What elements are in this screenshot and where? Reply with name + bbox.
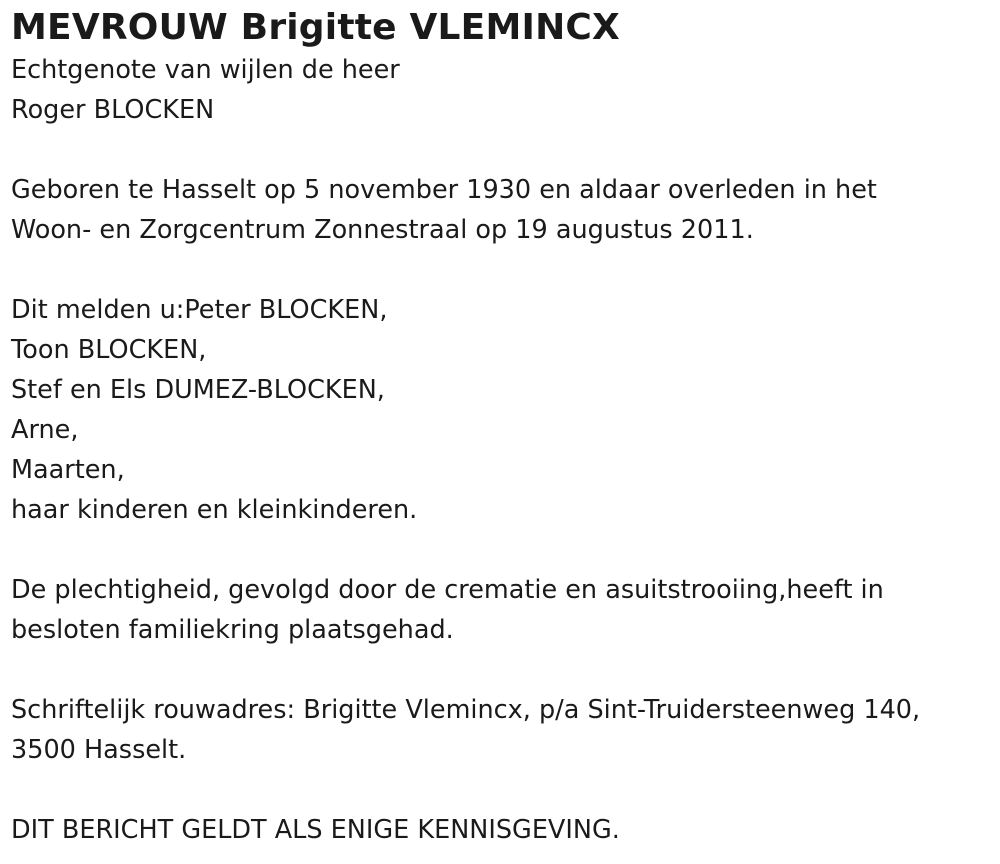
family-line: Dit melden u:Peter BLOCKEN, — [11, 295, 388, 325]
family-line: Maarten, — [11, 455, 125, 485]
family-section — [11, 290, 991, 530]
spouse-name: Roger BLOCKEN — [11, 95, 215, 125]
family-line: Arne, — [11, 415, 79, 445]
family-line: Stef en Els DUMEZ-BLOCKEN, — [11, 375, 385, 405]
spacer — [11, 650, 991, 690]
ceremony-section — [11, 570, 991, 650]
birth-death-line: Geboren te Hasselt op 5 november 1930 en aldaar overleden in het — [11, 175, 877, 205]
family-line: haar kinderen en kleinkinderen. — [11, 495, 418, 525]
birth-death-section — [11, 170, 991, 250]
notice-title: MEVROUW Brigitte VLEMINCX — [11, 7, 621, 48]
address-line: 3500 Hasselt. — [11, 735, 187, 765]
address-line: Schriftelijk rouwadres: Brigitte Vlemincx, p/a Sint-Truidersteenweg 140, — [11, 695, 921, 725]
spacer — [11, 530, 991, 570]
spacer — [11, 250, 991, 290]
birth-death-line: Woon- en Zorgcentrum Zonnestraal op 19 augustus 2011. — [11, 215, 754, 245]
spouse-section — [11, 50, 991, 130]
spacer — [11, 130, 991, 170]
address-section — [11, 690, 991, 770]
spacer — [11, 770, 991, 810]
family-line: Toon BLOCKEN, — [11, 335, 207, 365]
ceremony-line: De plechtigheid, gevolgd door de crematie en asuitstrooiing,heeft in — [11, 575, 884, 605]
spouse-line: Echtgenote van wijlen de heer — [11, 55, 400, 85]
closing-statement: DIT BERICHT GELDT ALS ENIGE KENNISGEVING. — [11, 815, 620, 845]
ceremony-line: besloten familiekring plaatsgehad. — [11, 615, 454, 645]
death-notice — [11, 6, 991, 850]
